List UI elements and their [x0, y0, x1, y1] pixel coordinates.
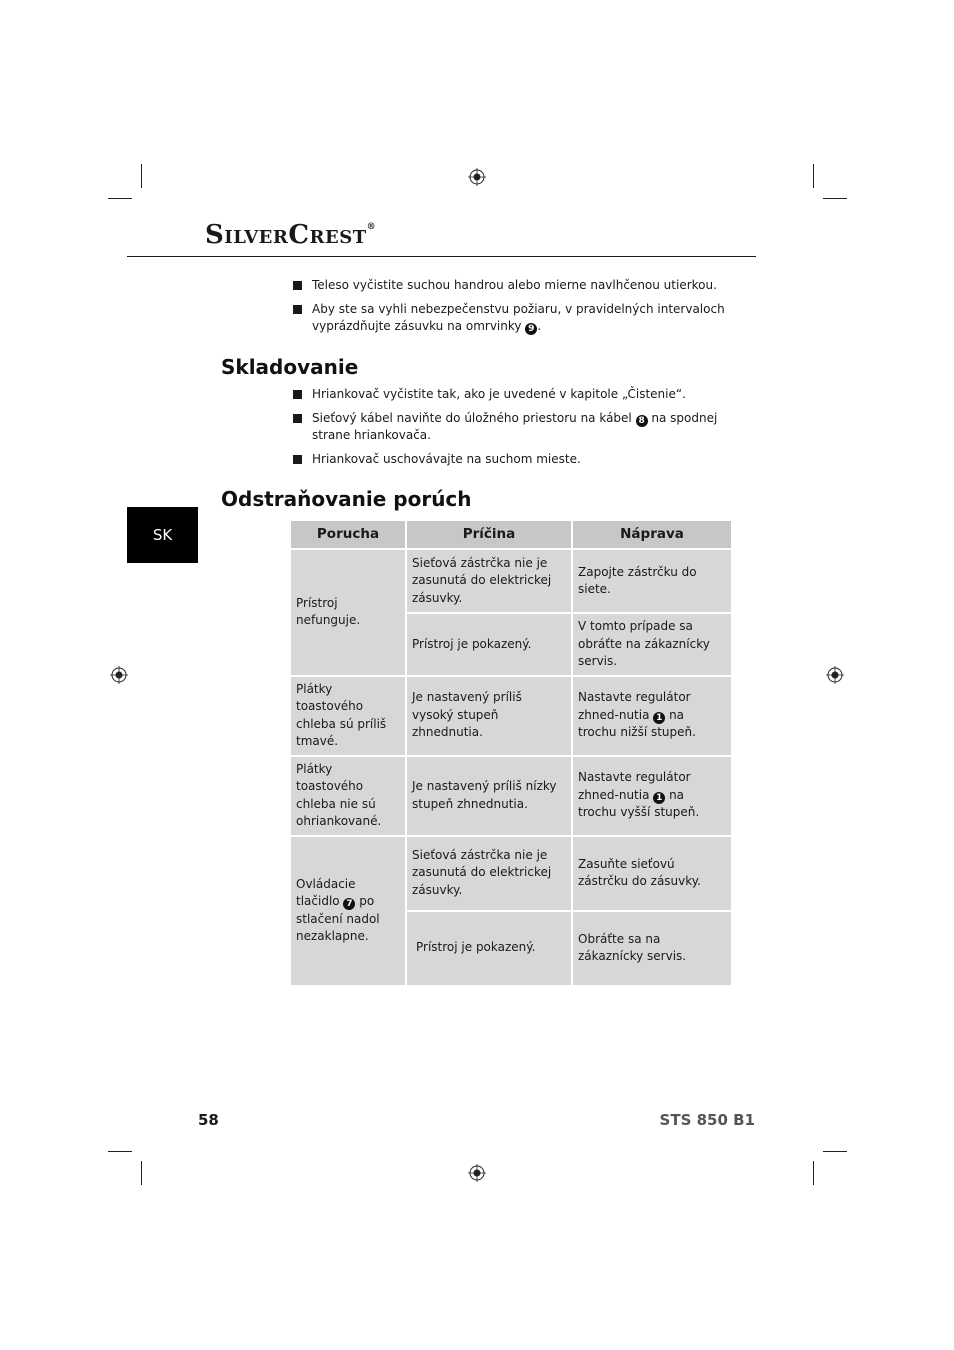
fix-cell: V tomto prípade sa obráťte na zákaznícky servis. — [572, 613, 731, 676]
table-row — [291, 676, 731, 756]
fix-cell: Zasuňte sieťovú zástrčku do zásuvky. — [572, 836, 731, 911]
registration-mark-icon — [110, 666, 128, 684]
cause-cell: Je nastavený príliš nízky stupeň zhnednutia. — [406, 756, 572, 836]
callout-number: 1 — [653, 792, 665, 804]
registration-mark-icon — [468, 168, 486, 186]
table-row — [291, 756, 731, 836]
callout-number: 1 — [653, 712, 665, 724]
crop-mark — [141, 164, 142, 188]
page-number: 58 — [198, 1111, 219, 1129]
cause-cell: Je nastavený príliš vysoký stupeň zhnednutia. — [406, 676, 572, 756]
table-row — [291, 836, 731, 911]
section-title-storage: Skladovanie — [221, 355, 359, 379]
fix-cell: Zapojte zástrčku do siete. — [572, 549, 731, 613]
column-header: Porucha — [291, 521, 406, 549]
crop-mark — [823, 1151, 847, 1152]
table-header-row — [291, 521, 731, 549]
fault-cell: Prístroj nefunguje. — [291, 549, 406, 676]
cause-cell: Prístroj je pokazený. — [406, 613, 572, 676]
registration-mark-icon — [468, 1164, 486, 1182]
cleaning-bullet-list — [293, 277, 733, 342]
table-row — [291, 549, 731, 613]
cause-cell: Sieťová zástrčka nie je zasunutá do elektrickej zásuvky. — [406, 549, 572, 613]
registration-mark-icon — [826, 666, 844, 684]
storage-bullet-list — [293, 386, 733, 475]
crop-mark — [108, 1151, 132, 1152]
column-header: Príčina — [406, 521, 572, 549]
language-tab: SK — [127, 507, 198, 563]
callout-number: 7 — [343, 898, 355, 910]
cause-cell: Sieťová zástrčka nie je zasunutá do elektrickej zásuvky. — [406, 836, 572, 911]
column-header: Náprava — [572, 521, 731, 549]
fix-cell: Obráťte sa na zákaznícky servis. — [572, 911, 731, 986]
crop-mark — [813, 1161, 814, 1185]
brand-logo: SilverCrest® — [205, 220, 377, 250]
list-item: Hriankovač vyčistite tak, ako je uvedené v kapitole „Čistenie“. — [293, 386, 733, 403]
cause-cell: Prístroj je pokazený. — [406, 911, 572, 986]
fault-cell: Plátky toastového chleba sú príliš tmavé. — [291, 676, 406, 756]
list-item: Teleso vyčistite suchou handrou alebo mierne navlhčenou utierkou. — [293, 277, 733, 294]
crop-mark — [141, 1161, 142, 1185]
crop-mark — [823, 198, 847, 199]
list-item: Sieťový kábel naviňte do úložného priestoru na kábel 8 na spodnej strane hriankovača. — [293, 410, 733, 444]
list-item: Aby ste sa vyhli nebezpečenstvu požiaru, v pravidelných intervaloch vyprázdňujte zásuvku na omrvinky 9 . — [293, 301, 733, 335]
fault-cell: Plátky toastového chleba nie sú ohriankované. — [291, 756, 406, 836]
crop-mark — [813, 164, 814, 188]
fault-cell: Ovládacie tlačidlo 7 po stlačení nadol nezaklapne. — [291, 836, 406, 986]
callout-number: 8 — [636, 415, 648, 427]
section-title-troubleshooting: Odstraňovanie porúch — [221, 487, 472, 511]
model-number: STS 850 B1 — [659, 1111, 755, 1129]
crop-mark — [108, 198, 132, 199]
callout-number: 9 — [525, 323, 537, 335]
fix-cell: Nastavte regulátor zhned-nutia 1 na trochu nižší stupeň. — [572, 676, 731, 756]
header-rule — [127, 256, 756, 257]
fix-cell: Nastavte regulátor zhned-nutia 1 na trochu vyšší stupeň. — [572, 756, 731, 836]
list-item: Hriankovač uschovávajte na suchom mieste. — [293, 451, 733, 468]
troubleshooting-table — [291, 521, 731, 987]
